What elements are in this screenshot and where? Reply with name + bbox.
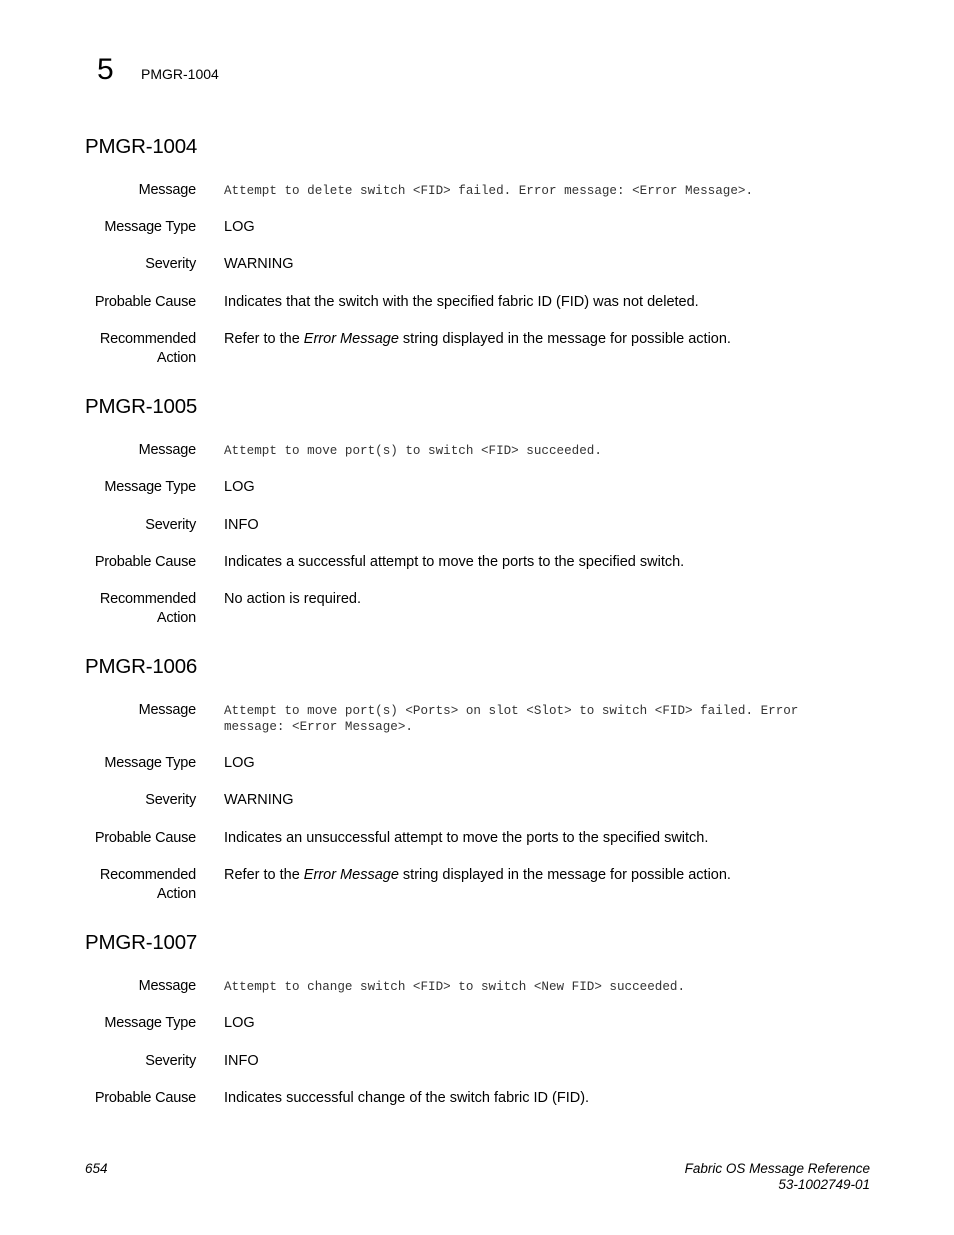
message-text: Attempt to delete switch <FID> failed. Error message: <Error Message>.: [224, 184, 754, 198]
message-type-label: Message Type: [104, 1015, 196, 1031]
message-type-label: Message Type: [104, 479, 196, 495]
recommended-action-label: [56, 330, 196, 368]
recommended-action-value: No action is required.: [224, 591, 362, 607]
message-type-value: LOG: [224, 1015, 255, 1031]
recommended-action-value: [224, 866, 844, 885]
section-title: PMGR-1004: [85, 135, 198, 158]
recommended-label-line2: Action: [156, 350, 196, 366]
message-label: Message: [138, 442, 196, 458]
probable-cause-value: Indicates that the switch with the specified fabric ID (FID) was not deleted.: [224, 294, 699, 310]
recommended-action-label: [56, 866, 196, 904]
probable-cause-label: Probable Cause: [94, 294, 196, 310]
recommended-label-line1: Recommended: [99, 331, 196, 347]
probable-cause-value: Indicates a successful attempt to move the ports to the specified switch.: [224, 554, 685, 570]
message-type-value: LOG: [224, 479, 255, 495]
document-title: Fabric OS Message Reference: [684, 1161, 870, 1176]
page-number: 654: [85, 1161, 108, 1176]
severity-value: WARNING: [224, 792, 294, 808]
section-title: PMGR-1006: [85, 655, 198, 678]
recommended-label-line2: Action: [156, 610, 196, 626]
probable-cause-label: Probable Cause: [94, 1090, 196, 1106]
probable-cause-label: Probable Cause: [94, 554, 196, 570]
probable-cause-value: Indicates an unsuccessful attempt to move the ports to the specified switch.: [224, 830, 709, 846]
severity-value: WARNING: [224, 256, 294, 272]
action-text-pre: Refer to the: [224, 331, 304, 347]
message-text: Attempt to change switch <FID> to switch <New FID> succeeded.: [224, 980, 686, 994]
recommended-label-line1: Recommended: [99, 591, 196, 607]
message-type-label: Message Type: [104, 219, 196, 235]
recommended-label-line1: Recommended: [99, 867, 196, 883]
running-head: PMGR-1004: [141, 66, 219, 82]
document-number: 53-1002749-01: [778, 1177, 870, 1192]
severity-value: INFO: [224, 517, 259, 533]
severity-label: Severity: [145, 1053, 196, 1069]
probable-cause-label: Probable Cause: [94, 830, 196, 846]
probable-cause-value: Indicates successful change of the switch fabric ID (FID).: [224, 1090, 590, 1106]
message-line-1: Attempt to move port(s) <Ports> on slot <Slot> to switch <FID> failed. Error: [224, 704, 799, 718]
footer-doc-info: [685, 1161, 870, 1193]
message-text: [224, 703, 844, 735]
recommended-action-value: [224, 330, 844, 349]
action-text-post: string displayed in the message for possible action.: [398, 331, 731, 347]
message-label: Message: [138, 182, 196, 198]
message-type-value: LOG: [224, 219, 255, 235]
recommended-label-line2: Action: [156, 886, 196, 902]
severity-label: Severity: [145, 517, 196, 533]
severity-label: Severity: [145, 256, 196, 272]
severity-value: INFO: [224, 1053, 259, 1069]
chapter-number: 5: [97, 53, 114, 86]
message-label: Message: [138, 702, 196, 718]
severity-label: Severity: [145, 792, 196, 808]
message-line-2: message: <Error Message>.: [224, 720, 413, 734]
message-type-value: LOG: [224, 755, 255, 771]
action-text-pre: Refer to the: [224, 867, 304, 883]
action-text-post: string displayed in the message for possible action.: [398, 867, 731, 883]
section-title: PMGR-1005: [85, 395, 198, 418]
message-type-label: Message Type: [104, 755, 196, 771]
message-text: Attempt to move port(s) to switch <FID> succeeded.: [224, 444, 602, 458]
section-title: PMGR-1007: [85, 931, 198, 954]
action-text-emphasis: Error Message: [303, 867, 399, 883]
action-text-emphasis: Error Message: [303, 331, 399, 347]
message-label: Message: [138, 978, 196, 994]
recommended-action-label: [56, 590, 196, 628]
